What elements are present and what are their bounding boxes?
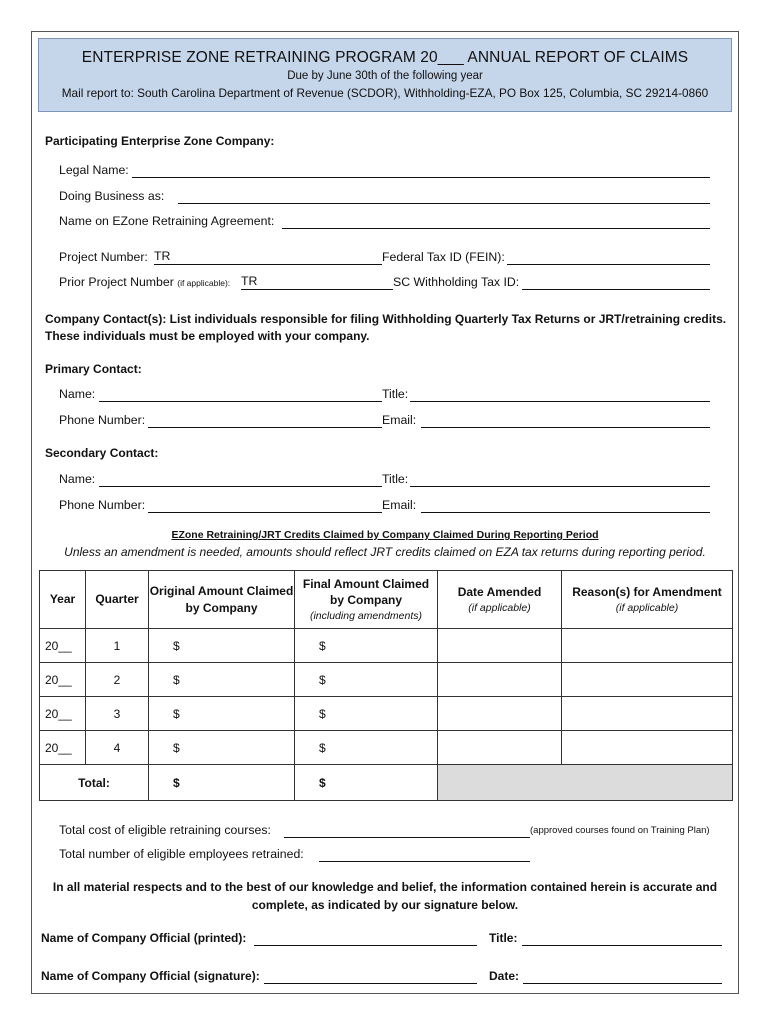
primary-name-label: Name:: [59, 387, 96, 401]
row-date-amended[interactable]: [438, 697, 562, 731]
row-reason[interactable]: [562, 731, 733, 765]
secondary-title-field[interactable]: [410, 486, 710, 487]
claims-table: [39, 570, 733, 801]
date-field[interactable]: [523, 983, 722, 984]
row-final-amount[interactable]: $: [295, 629, 438, 663]
total-cost-field[interactable]: [284, 837, 530, 838]
sc-withholding-field[interactable]: [522, 289, 710, 290]
row-date-amended[interactable]: [438, 629, 562, 663]
prior-project-field[interactable]: [241, 274, 393, 290]
row-reason[interactable]: [562, 629, 733, 663]
secondary-phone-field[interactable]: [148, 512, 382, 513]
total-employees-label: Total number of eligible employees retrained:: [59, 847, 304, 861]
fein-field[interactable]: [507, 264, 710, 265]
agreement-name-label: Name on EZone Retraining Agreement:: [59, 214, 275, 228]
primary-phone-field[interactable]: [148, 427, 382, 428]
row-year[interactable]: 20__: [40, 731, 86, 765]
legal-name-field[interactable]: [132, 177, 710, 178]
row-original-amount[interactable]: $: [149, 629, 295, 663]
agreement-name-field[interactable]: [282, 228, 710, 229]
row-year[interactable]: 20__: [40, 663, 86, 697]
dba-field[interactable]: [178, 203, 710, 204]
official-printed-field[interactable]: [254, 945, 477, 946]
primary-title-label: Title:: [382, 387, 409, 401]
col-reason: [562, 571, 733, 629]
prior-project-label: [59, 275, 230, 289]
form-title: ENTERPRISE ZONE RETRAINING PROGRAM 20___ ANNUAL REPORT OF CLAIMS: [81, 49, 689, 66]
col-reason-label: Reason(s) for Amendment: [572, 585, 722, 600]
contacts-heading-line2: These individuals must be employed with your company.: [45, 329, 370, 343]
secondary-name-field[interactable]: [99, 486, 382, 487]
col-final-amount-sub: (including amendments): [309, 609, 423, 622]
primary-email-label: Email:: [382, 413, 417, 427]
official-printed-label: Name of Company Official (printed):: [41, 931, 247, 945]
row-final-amount[interactable]: $: [295, 697, 438, 731]
primary-email-field[interactable]: [421, 427, 710, 428]
total-employees-field[interactable]: [319, 861, 530, 862]
col-quarter: Quarter: [86, 571, 149, 629]
total-shaded-cell: [438, 765, 733, 801]
row-quarter: 2: [86, 663, 149, 697]
total-cost-note: (approved courses found on Training Plan): [530, 825, 710, 836]
col-year: Year: [40, 571, 86, 629]
row-original-amount[interactable]: $: [149, 663, 295, 697]
project-number-prefix: TR: [154, 249, 171, 263]
secondary-title-label: Title:: [382, 472, 409, 486]
row-quarter: 4: [86, 731, 149, 765]
row-reason[interactable]: [562, 663, 733, 697]
official-signature-field[interactable]: [264, 983, 477, 984]
prior-project-text: Prior Project Number: [59, 275, 174, 289]
row-year[interactable]: 20__: [40, 629, 86, 663]
if-applicable-note: (if applicable):: [177, 278, 231, 288]
total-cost-label: Total cost of eligible retraining courses:: [59, 823, 271, 837]
secondary-name-label: Name:: [59, 472, 96, 486]
table-row: [40, 663, 733, 697]
total-label: Total:: [40, 765, 149, 801]
secondary-contact-heading: Secondary Contact:: [45, 446, 159, 460]
total-final-amount[interactable]: $: [295, 765, 438, 801]
secondary-email-label: Email:: [382, 498, 417, 512]
table-row: [40, 731, 733, 765]
col-reason-sub: (if applicable): [615, 601, 679, 614]
col-final-amount-label: Final Amount Claimed by Company: [302, 577, 430, 608]
legal-name-label: Legal Name:: [59, 163, 129, 177]
row-reason[interactable]: [562, 697, 733, 731]
claims-note: Unless an amendment is needed, amounts should reflect JRT credits claimed on EZA tax returns during reporting period.: [64, 545, 706, 559]
due-date-note: Due by June 30th of the following year: [287, 70, 483, 82]
company-heading: Participating Enterprise Zone Company:: [45, 134, 275, 148]
col-date-amended: [438, 571, 562, 629]
row-quarter: 1: [86, 629, 149, 663]
total-original-amount[interactable]: $: [149, 765, 295, 801]
col-date-amended-sub: (if applicable): [468, 601, 531, 614]
row-final-amount[interactable]: $: [295, 731, 438, 765]
row-year[interactable]: 20__: [40, 697, 86, 731]
claims-heading: EZone Retraining/JRT Credits Claimed by Company Claimed During Reporting Period: [171, 529, 599, 541]
table-row: [40, 697, 733, 731]
table-row: [40, 629, 733, 663]
row-original-amount[interactable]: $: [149, 697, 295, 731]
col-date-amended-label: Date Amended: [457, 585, 542, 600]
primary-contact-heading: Primary Contact:: [45, 362, 142, 376]
official-signature-label: Name of Company Official (signature):: [41, 969, 260, 983]
sc-withholding-label: SC Withholding Tax ID:: [393, 275, 520, 289]
mailing-address: Mail report to: South Carolina Department of Revenue (SCDOR), Withholding-EZA, PO Box 125, Columbia, SC 29214-0860: [61, 86, 709, 100]
col-final-amount: [295, 571, 438, 629]
contacts-heading-line1: Company Contact(s): List individuals responsible for filing Withholding Quarterly Tax Returns or JRT/retraining credits.: [45, 312, 727, 326]
certification-line2: complete, as indicated by our signature below.: [251, 898, 519, 912]
row-date-amended[interactable]: [438, 663, 562, 697]
primary-title-field[interactable]: [410, 401, 710, 402]
date-label: Date:: [489, 969, 520, 983]
row-quarter: 3: [86, 697, 149, 731]
project-number-label: Project Number:: [59, 250, 148, 264]
official-title-label: Title:: [489, 931, 518, 945]
row-original-amount[interactable]: $: [149, 731, 295, 765]
primary-name-field[interactable]: [99, 401, 382, 402]
secondary-phone-label: Phone Number:: [59, 498, 146, 512]
form-header: [38, 38, 732, 112]
official-title-field[interactable]: [522, 945, 722, 946]
fein-label: Federal Tax ID (FEIN):: [382, 250, 505, 264]
claims-header-row: [40, 571, 733, 629]
total-row: [40, 765, 733, 801]
col-original-amount: Original Amount Claimed by Company: [149, 571, 295, 629]
secondary-email-field[interactable]: [421, 512, 710, 513]
row-date-amended[interactable]: [438, 731, 562, 765]
form-page: [31, 31, 739, 994]
project-number-field[interactable]: [154, 249, 382, 265]
dba-label: Doing Business as:: [59, 189, 165, 203]
primary-phone-label: Phone Number:: [59, 413, 146, 427]
row-final-amount[interactable]: $: [295, 663, 438, 697]
prior-project-prefix: TR: [241, 274, 258, 288]
certification-line1: In all material respects and to the best of our knowledge and belief, the information contained herein is accurate and: [52, 880, 718, 894]
